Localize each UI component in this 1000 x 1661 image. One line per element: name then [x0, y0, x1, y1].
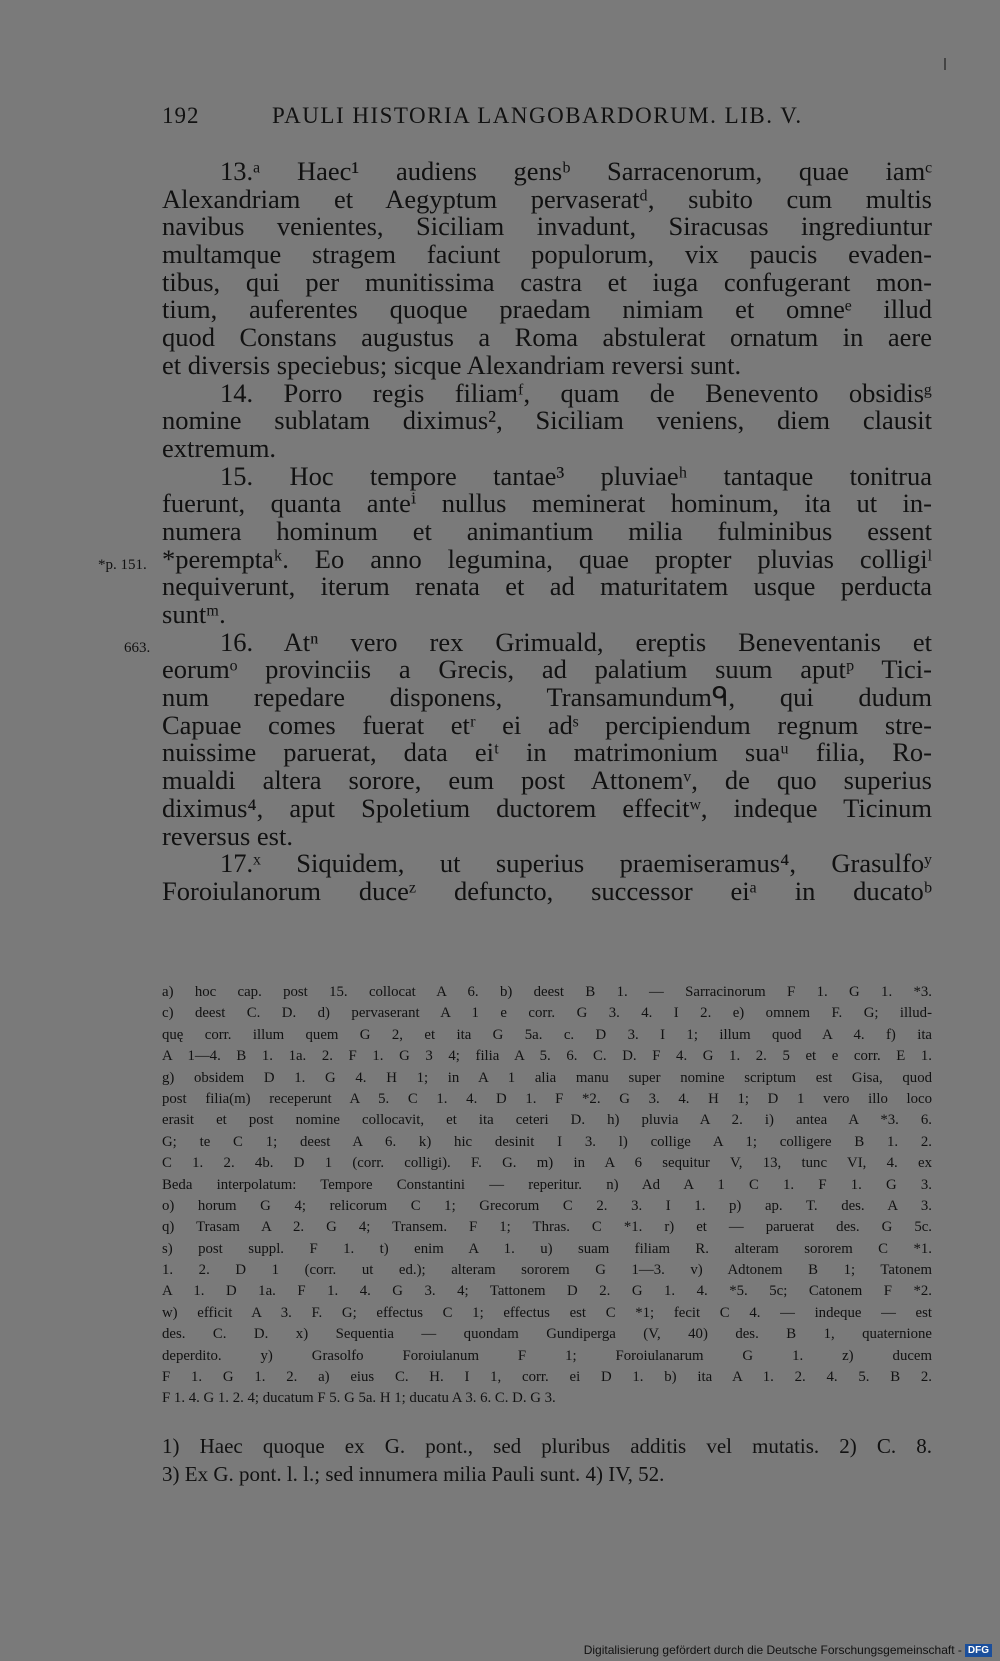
footnote-line: w) efficit A 3. F. G; effectus C 1; effectus est C *1; fecit C 4. — indeque — est	[162, 1304, 932, 1321]
credit-text: Digitalisierung gefördert durch die Deutsche Forschungsgemeinschaft -	[583, 1642, 962, 1657]
footnote-line: A 1. D 1a. F 1. 4. G 3. 4; Tattonem D 2. G 1. 4. *5. 5c; Catonem F *2.	[162, 1283, 932, 1300]
reference-line: 1) Haec quoque ex G. pont., sed pluribus additis vel mutatis. 2) C. 8.	[162, 1434, 932, 1458]
text-line: et diversis speciebus; sicque Alexandriam reversi sunt.	[162, 349, 742, 380]
text-line: multamque stragem faciunt populorum, vix paucis evaden-	[162, 239, 932, 270]
footnote-line: g) obsidem D 1. G 4. H 1; in A 1 alia manu super nomine scriptum est Gisa, quod	[162, 1069, 932, 1086]
text-line: nequiverunt, iterum renata et ad maturitatem usque perducta	[162, 571, 932, 602]
text-line: 15. Hoc tempore tantae³ pluviaeʰ tantaque tonitrua	[220, 460, 932, 491]
text-line: nuissime paruerat, data eiᵗ in matrimonium suaᵘ filia, Ro-	[162, 737, 932, 768]
scan-mark	[944, 58, 946, 70]
text-line: fuerunt, quanta anteⁱ nullus meminerat hominum, ita ut in-	[162, 488, 932, 519]
text-line: reversus est.	[162, 820, 293, 851]
text-line: navibus venientes, Siciliam invadunt, Siracusas ingrediuntur	[162, 211, 932, 242]
running-title: PAULI HISTORIA LANGOBARDORUM. LIB. V.	[272, 103, 803, 128]
text-line: 14. Porro regis filiamᶠ, quam de Benevento obsidisᵍ	[220, 377, 932, 408]
text-line: Alexandriam et Aegyptum pervaseratᵈ, subito cum multis	[162, 183, 932, 214]
footnote-line: post filia(m) receperunt A 5. C 1. 4. D 1. F *2. G 3. 4. H 1; D 1 vero illo loco	[162, 1090, 932, 1107]
text-line: tibus, qui per munitissima castra et iuga confugerant mon-	[162, 266, 932, 297]
text-line: diximus⁴, aput Spoletium ductorem effecitʷ, indeque Ticinum	[162, 792, 932, 823]
footnote-line: A 1—4. B 1. 1a. 2. F 1. G 3 4; filia A 5. 6. C. D. F 4. G 1. 2. 5 et e corr. E 1.	[162, 1048, 932, 1065]
text-line: 13.ᵃ Haec¹ audiens gensᵇ Sarracenorum, quae iamᶜ	[220, 156, 932, 186]
text-line: quod Constans augustus a Roma abstulerat ornatum in aere	[162, 322, 932, 353]
margin-page-ref: *p. 151.	[98, 556, 147, 573]
footnote-line: s) post suppl. F 1. t) enim A 1. u) suam filiam R. alteram sororem C *1.	[162, 1240, 932, 1257]
footnote-line: q) Trasam A 2. G 4; Transem. F 1; Thras. C *1. r) et — paruerat des. G 5c.	[162, 1219, 932, 1236]
text-line: numera hominum et animantium milia fulminibus essent	[162, 515, 932, 546]
footnote-line: F 1. 4. G 1. 2. 4; ducatum F 5. G 5a. H 1; ducatu A 3. 6. C. D. G 3.	[162, 1390, 556, 1407]
text-line-with-margin	[98, 543, 932, 574]
text-line: *peremptaᵏ. Eo anno legumina, quae propter pluvias colligiˡ	[162, 543, 932, 574]
text-line: num repedare disponens, Transamundumᑫ, qui dudum	[162, 682, 932, 713]
text-line: tium, auferentes quoque praedam nimiam et omneᵉ illud	[162, 294, 932, 325]
footnote-line: C 1. 2. 4b. D 1 (corr. colligi). F. G. m) in A 6 sequitur V, 13, tunc VI, 4. ex	[162, 1155, 932, 1172]
footnote-line: quę corr. illum quem G 2, et ita G 5a. c. D 3. I 1; illum quod A 4. f) ita	[162, 1026, 932, 1043]
footnote-line: Beda interpolatum: Tempore Constantini — reperitur. n) Ad A 1 C 1. F 1. G 3.	[162, 1176, 932, 1193]
text-line: extremum.	[162, 432, 277, 463]
critical-apparatus	[162, 982, 932, 1410]
footnote-line: erasit et post nomine collocavit, et ita ceteri D. h) pluvia A 2. i) antea A *3. 6.	[162, 1112, 932, 1129]
text-line: 16. Atⁿ vero rex Grimuald, ereptis Beneventanis et	[220, 626, 932, 657]
text-line: suntᵐ.	[162, 599, 226, 629]
main-text	[98, 156, 932, 906]
footnote-line: c) deest C. D. d) pervaserant A 1 e corr. G 3. 4. I 2. e) omnem F. G; illud-	[162, 1005, 932, 1022]
text-line: Foroiulanorum duceᶻ defuncto, successor eiᵃ in ducatoᵇ	[162, 875, 932, 906]
dfg-logo: DFG	[965, 1644, 992, 1657]
digitization-credit	[584, 1643, 992, 1657]
footnote-line: o) horum G 4; relicorum C 1; Grecorum C 2. 3. I 1. p) ap. T. des. A 3.	[162, 1197, 932, 1214]
footnote-line: a) hoc cap. post 15. collocat A 6. b) deest B 1. — Sarracinorum F 1. G 1. *3.	[162, 984, 932, 1000]
text-line: 17.ˣ Siquidem, ut superius praemiseramus⁴, Grasulfoʸ	[220, 848, 932, 879]
margin-year: 663.	[124, 639, 151, 656]
footnote-line: G; te C 1; deest A 6. k) hic desinit I 3. l) collige A 1; colligere B 1. 2.	[162, 1133, 932, 1150]
source-references	[162, 1432, 932, 1488]
footnote-line: F 1. G 1. 2. a) eius C. H. I 1, corr. ei D 1. b) ita A 1. 2. 4. 5. B 2.	[162, 1369, 932, 1386]
footnote-line: 1. 2. D 1 (corr. ut ed.); alteram sororem G 1—3. v) Adtonem B 1; Tatonem	[162, 1262, 932, 1279]
page-number: 192	[162, 103, 200, 128]
text-line-with-margin	[124, 626, 932, 657]
text-line: nomine sublatam diximus², Siciliam veniens, diem clausit	[162, 405, 932, 436]
text-line: Capuae comes fuerat etʳ ei adˢ percipiendum regnum stre-	[162, 709, 932, 740]
footnote-line: des. C. D. x) Sequentia — quondam Gundiperga (V, 40) des. B 1, quaternione	[162, 1326, 932, 1343]
text-line: eorumᵒ provinciis a Grecis, ad palatium suum aputᵖ Tici-	[162, 654, 932, 685]
reference-line: 3) Ex G. pont. l. l.; sed innumera milia Pauli sunt. 4) IV, 52.	[162, 1462, 665, 1486]
text-line: mualdi altera sorore, eum post Attonemᵛ, de quo superius	[162, 765, 932, 796]
footnote-line: deperdito. y) Grasolfo Foroiulanum F 1; Foroiulanarum G 1. z) ducem	[162, 1347, 932, 1364]
